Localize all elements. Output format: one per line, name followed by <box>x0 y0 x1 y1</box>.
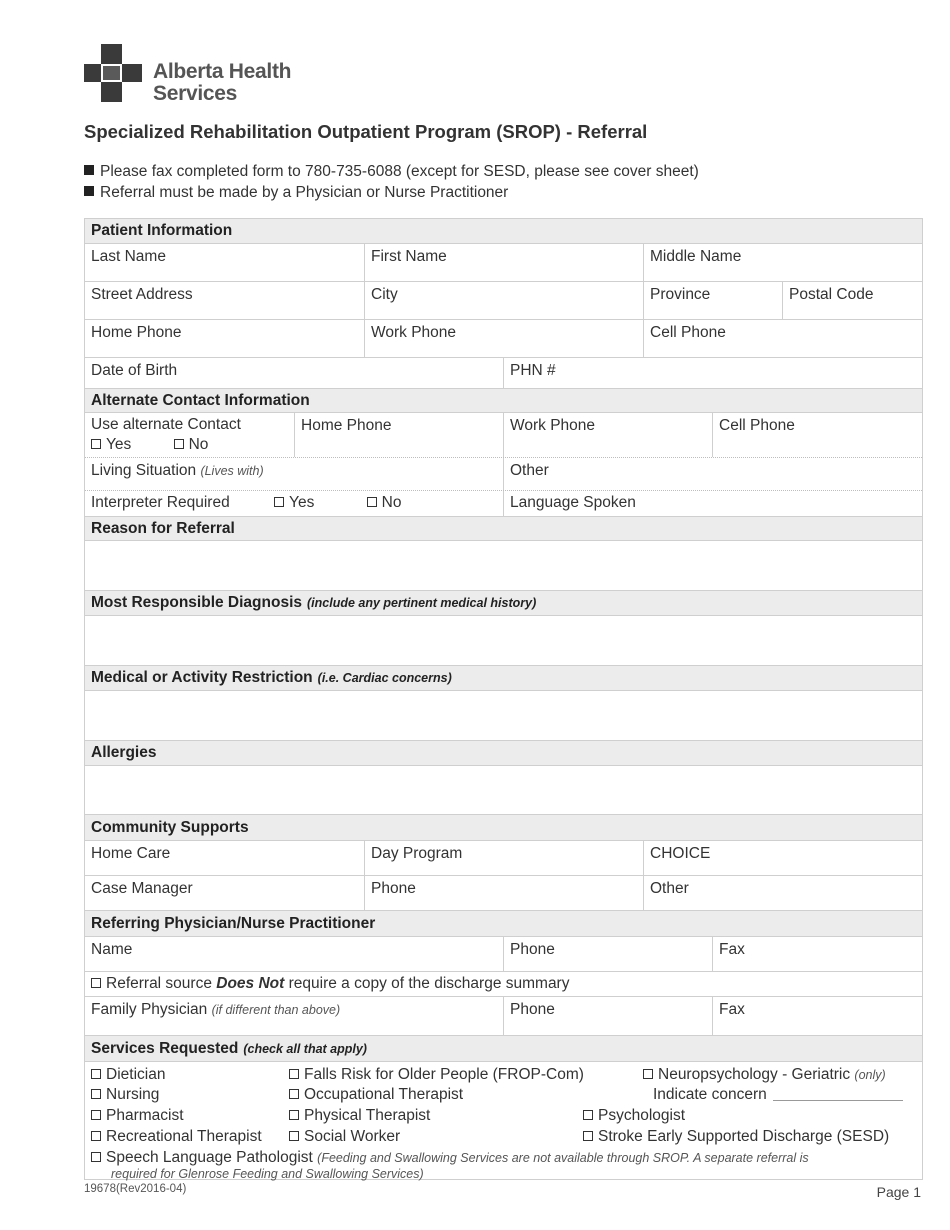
instruction-fax: Please fax completed form to 780-735-6088 (except for SESD, please see cover sheet) <box>84 161 699 182</box>
checkbox-icon <box>367 497 377 507</box>
checkbox-icon <box>91 1152 101 1162</box>
work-phone-field[interactable]: Work Phone <box>364 320 643 357</box>
service-dietician[interactable]: Dietician <box>91 1066 165 1084</box>
checkbox-icon <box>91 439 101 449</box>
postal-code-field[interactable]: Postal Code <box>782 282 922 319</box>
alt-home-phone-field[interactable]: Home Phone <box>294 413 503 457</box>
reason-for-referral-field[interactable] <box>85 540 922 590</box>
day-program-field[interactable]: Day Program <box>364 841 643 875</box>
living-other-field[interactable]: Other <box>503 458 922 490</box>
community-phone-field[interactable]: Phone <box>364 876 643 910</box>
concern-line <box>773 1100 903 1101</box>
referring-fax-field[interactable]: Fax <box>712 937 922 971</box>
org-name-line1: Alberta Health <box>153 60 292 83</box>
use-alternate-contact <box>85 413 294 457</box>
checkbox-icon <box>91 1110 101 1120</box>
checkbox-icon <box>583 1110 593 1120</box>
section-patient-information: Patient Information <box>85 218 922 243</box>
living-situation-field[interactable]: Living Situation (Lives with) <box>91 462 264 479</box>
checkbox-icon <box>91 978 101 988</box>
family-physician-phone-field[interactable]: Phone <box>503 997 712 1035</box>
service-nursing[interactable]: Nursing <box>91 1086 159 1104</box>
checkbox-icon <box>274 497 284 507</box>
org-name <box>153 61 291 105</box>
alt-work-phone-field[interactable]: Work Phone <box>503 413 712 457</box>
checkbox-icon <box>91 1069 101 1079</box>
phn-field[interactable]: PHN # <box>503 358 922 388</box>
service-social-worker[interactable]: Social Worker <box>289 1128 400 1146</box>
bullet-icon <box>84 165 94 175</box>
service-falls-risk[interactable]: Falls Risk for Older People (FROP-Com) <box>289 1066 584 1084</box>
community-other-field[interactable]: Other <box>643 876 922 910</box>
home-phone-field[interactable]: Home Phone <box>91 324 182 341</box>
service-neuropsychology[interactable]: Neuropsychology - Geriatric (only) <box>643 1066 886 1084</box>
referral-form <box>84 218 923 1180</box>
instruction-referrer: Referral must be made by a Physician or Nurse Practitioner <box>84 182 699 203</box>
checkbox-icon <box>289 1069 299 1079</box>
family-physician-field[interactable]: Family Physician (if different than above) <box>91 1001 341 1018</box>
checkbox-icon <box>289 1110 299 1120</box>
section-diagnosis: Most Responsible Diagnosis (include any pertinent medical history) <box>85 590 922 615</box>
service-physical-therapist[interactable]: Physical Therapist <box>289 1107 430 1125</box>
checkbox-icon <box>583 1131 593 1141</box>
patient-dob-row <box>85 357 922 388</box>
city-field[interactable]: City <box>364 282 643 319</box>
section-reason-for-referral: Reason for Referral <box>85 516 922 540</box>
use-alternate-contact-label: Use alternate Contact <box>91 416 241 433</box>
referring-row <box>85 936 922 971</box>
family-physician-fax-field[interactable]: Fax <box>712 997 922 1035</box>
interpreter-no-checkbox[interactable]: No <box>367 494 402 511</box>
last-name-field[interactable]: Last Name <box>91 248 166 265</box>
checkbox-icon <box>91 1131 101 1141</box>
service-psychologist[interactable]: Psychologist <box>583 1107 685 1125</box>
allergies-field[interactable] <box>85 765 922 814</box>
section-referring-physician: Referring Physician/Nurse Practitioner <box>85 910 922 936</box>
middle-name-field[interactable]: Middle Name <box>643 244 922 281</box>
form-title: Specialized Rehabilitation Outpatient Program (SROP) - Referral <box>84 121 648 142</box>
language-spoken-field[interactable]: Language Spoken <box>503 491 922 516</box>
checkbox-icon <box>643 1069 653 1079</box>
service-pharmacist[interactable]: Pharmacist <box>91 1107 184 1125</box>
date-of-birth-field[interactable]: Date of Birth <box>91 362 178 379</box>
discharge-summary-checkbox[interactable]: Referral source Does Not require a copy of the discharge summary <box>85 972 922 996</box>
checkbox-icon <box>91 1089 101 1099</box>
discharge-summary-row <box>85 971 922 996</box>
home-care-field[interactable]: Home Care <box>91 845 171 862</box>
living-situation-row <box>85 457 922 490</box>
interpreter-required: Interpreter Required Yes No <box>91 494 402 511</box>
service-speech-language-pathologist[interactable]: Speech Language Pathologist (Feeding and Swallowing Services are not available through SROP. A separate referral is <box>91 1149 916 1167</box>
service-occupational-therapist[interactable]: Occupational Therapist <box>289 1086 463 1104</box>
referring-phone-field[interactable]: Phone <box>503 937 712 971</box>
choice-field[interactable]: CHOICE <box>643 841 922 875</box>
alternate-contact-row <box>85 412 922 457</box>
org-name-line2: Services <box>153 82 238 105</box>
province-field[interactable]: Province <box>643 282 782 319</box>
first-name-field[interactable]: First Name <box>364 244 643 281</box>
patient-address-row <box>85 281 922 319</box>
form-number: 19678(Rev2016-04) <box>84 1183 187 1195</box>
service-recreational-therapist[interactable]: Recreational Therapist <box>91 1128 262 1146</box>
page-number: Page 1 <box>876 1184 921 1200</box>
case-manager-field[interactable]: Case Manager <box>91 880 193 897</box>
checkbox-icon <box>289 1131 299 1141</box>
slp-note: required for Glenrose Feeding and Swallowing Services) <box>111 1167 424 1181</box>
patient-name-row <box>85 243 922 281</box>
instructions <box>84 161 699 203</box>
alt-no-checkbox[interactable]: No <box>174 436 209 453</box>
section-community-supports: Community Supports <box>85 814 922 840</box>
indicate-concern-field[interactable]: Indicate concern <box>653 1086 903 1104</box>
ahs-cross-icon <box>84 44 144 102</box>
medical-restriction-field[interactable] <box>85 690 922 740</box>
interpreter-yes-checkbox[interactable]: Yes <box>274 494 314 511</box>
street-address-field[interactable]: Street Address <box>91 286 193 303</box>
checkbox-icon <box>174 439 184 449</box>
interpreter-row <box>85 490 922 516</box>
bullet-icon <box>84 186 94 196</box>
section-services-requested: Services Requested (check all that apply) <box>85 1035 922 1061</box>
services-list <box>85 1061 922 1179</box>
patient-phone-row <box>85 319 922 357</box>
family-physician-row <box>85 996 922 1035</box>
alt-cell-phone-field[interactable]: Cell Phone <box>712 413 922 457</box>
alt-yes-checkbox[interactable]: Yes <box>91 436 131 453</box>
section-allergies: Allergies <box>85 740 922 765</box>
section-medical-restriction: Medical or Activity Restriction (i.e. Cardiac concerns) <box>85 665 922 690</box>
section-alternate-contact: Alternate Contact Information <box>85 388 922 412</box>
community-row-1 <box>85 840 922 875</box>
diagnosis-field[interactable] <box>85 615 922 665</box>
checkbox-icon <box>289 1089 299 1099</box>
referring-name-field[interactable]: Name <box>91 941 133 958</box>
service-stroke-sesd[interactable]: Stroke Early Supported Discharge (SESD) <box>583 1128 889 1146</box>
cell-phone-field[interactable]: Cell Phone <box>643 320 922 357</box>
community-row-2 <box>85 875 922 910</box>
